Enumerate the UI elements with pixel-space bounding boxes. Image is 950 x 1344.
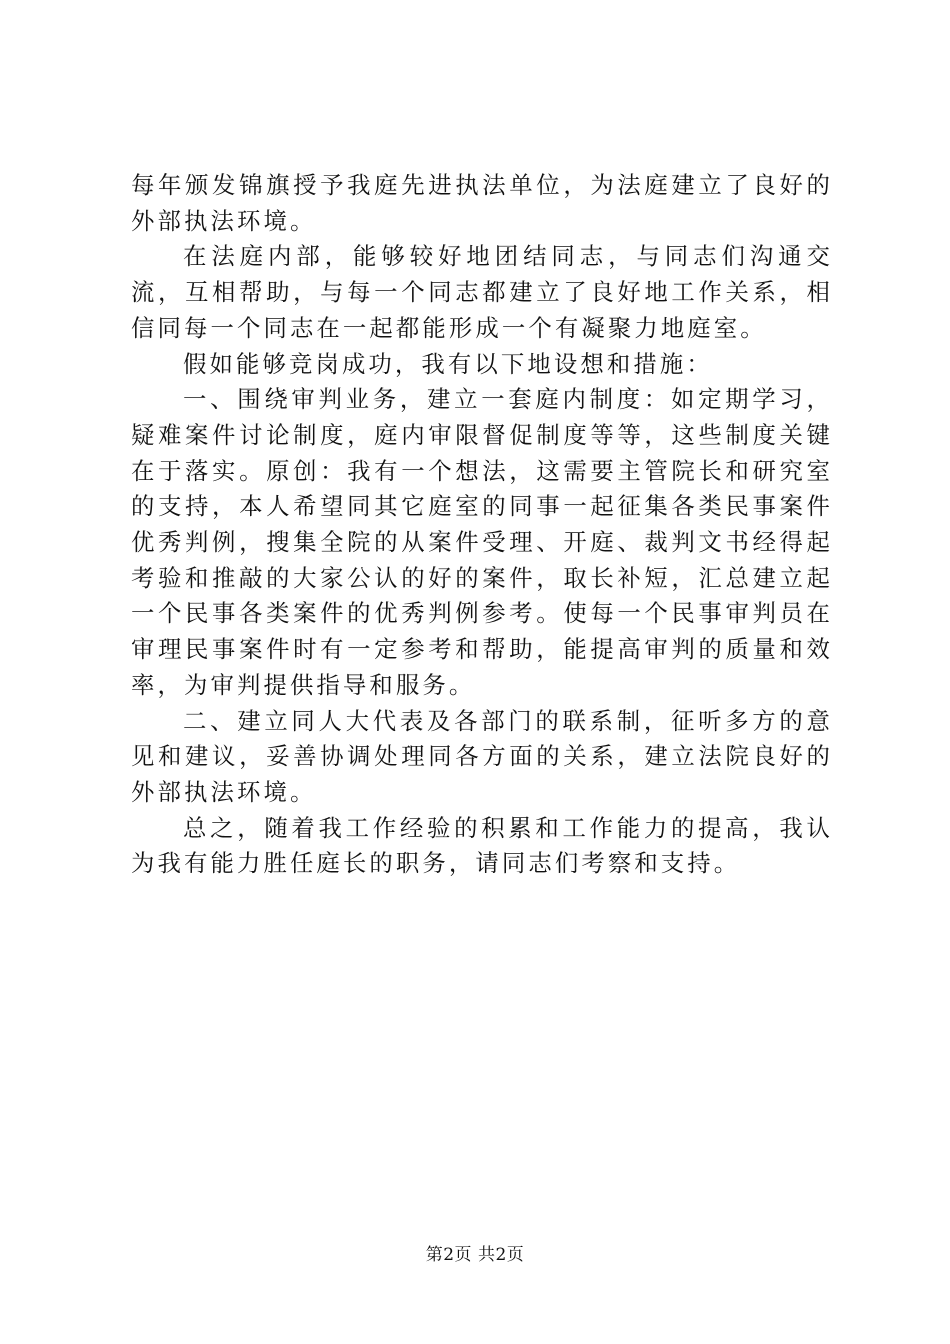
paragraph-continuation: 每年颁发锦旗授予我庭先进执法单位，为法庭建立了良好的外部执法环境。 (131, 171, 833, 235)
paragraph-conclusion: 总之，随着我工作经验的积累和工作能力的提高，我认为我有能力胜任庭长的职务，请同志们考察和支持。 (131, 813, 833, 878)
paragraph-plans-intro: 假如能够竞岗成功，我有以下地设想和措施： (183, 349, 713, 378)
page-number-footer: 第2页 共2页 (425, 1245, 525, 1265)
paragraph-measure-two: 二、建立同人大代表及各部门的联系制，征听多方的意见和建议，妥善协调处理同各方面的关系，建立法院良好的外部执法环境。 (131, 706, 833, 806)
document-body (131, 168, 833, 882)
paragraph-internal-relations: 在法庭内部，能够较好地团结同志，与同志们沟通交流，互相帮助，与每一个同志都建立了良好地工作关系，相信同每一个同志在一起都能形成一个有凝聚力地庭室。 (131, 242, 833, 342)
paragraph-measure-one: 一、围绕审判业务，建立一套庭内制度：如定期学习，疑难案件讨论制度，庭内审限督促制度等等，这些制度关键在于落实。原创：我有一个想法，这需要主管院长和研究室的支持，本人希望同其它庭室的同事一起征集各类民事案件优秀判例，搜集全院的从案件受理、开庭、裁判文书经得起考验和推敲的大家公认的好的案件，取长补短，汇总建立起一个民事各类案件的优秀判例参考。使每一个民事审判员在审理民事案件时有一定参考和帮助，能提高审判的质量和效率，为审判提供指导和服务。 (131, 385, 833, 699)
